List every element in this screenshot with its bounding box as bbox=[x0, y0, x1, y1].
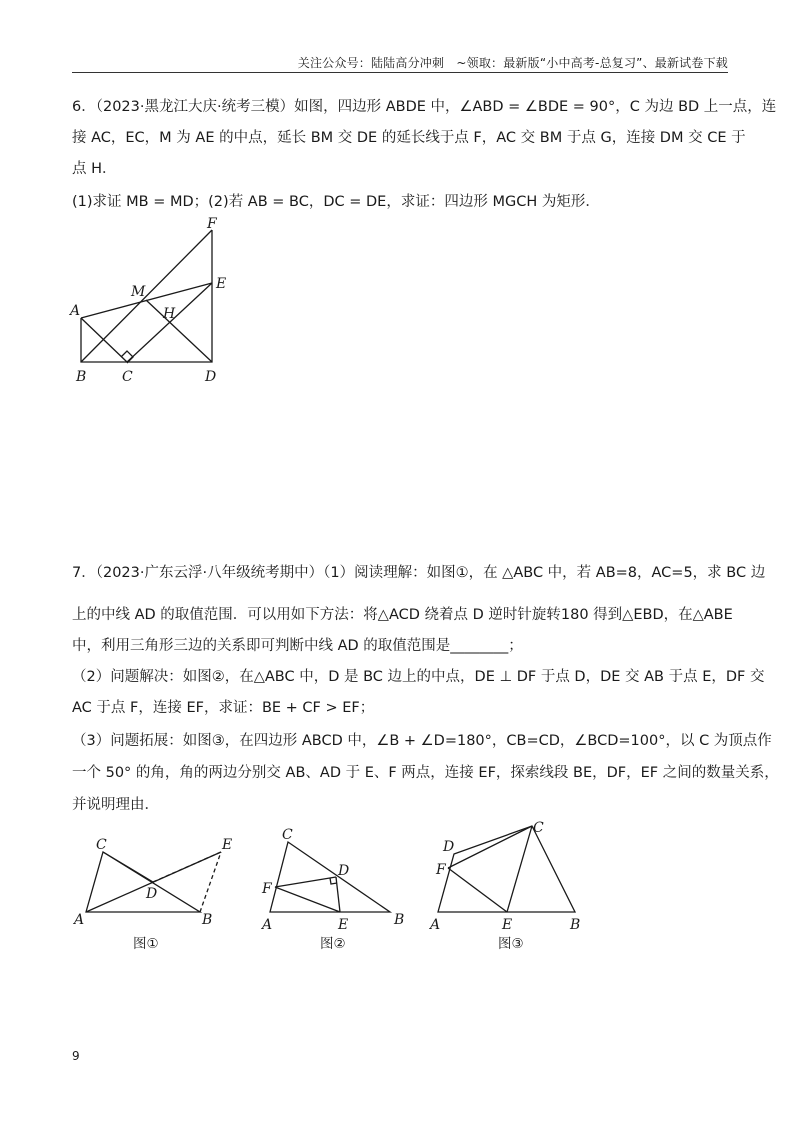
fig3-label-F: F bbox=[436, 862, 446, 878]
page-number: 9 bbox=[72, 1049, 80, 1063]
fig3-line-FC bbox=[448, 826, 532, 868]
fig1-dashed-BE bbox=[200, 852, 221, 912]
q7-line-4: （2）问题解决：如图②，在△ABC 中，D 是 BC 边上的中点，DE ⊥ DF 于点 D，DE 交 AB 于点 E，DF 交 bbox=[72, 669, 765, 685]
fig3-line-EC bbox=[507, 826, 532, 912]
q6-line-2: 接 AC，EC，M 为 AE 的中点，延长 BM 交 DE 的延长线于点 F，AC 交 BM 于点 G，连接 DM 交 CE 于 bbox=[72, 130, 746, 146]
q6-line-4: (1)求证 MB = MD；(2)若 AB = BC，DC = DE，求证：四边形 MGCH 为矩形． bbox=[72, 194, 600, 210]
fig3-label-A: A bbox=[430, 917, 441, 933]
q6-label-D: D bbox=[205, 369, 217, 385]
q6-label-A: A bbox=[70, 303, 81, 319]
q6-label-M: M bbox=[131, 284, 146, 300]
q7-line-8: 并说明理由． bbox=[72, 797, 159, 813]
q6-label-C: C bbox=[122, 369, 133, 385]
fig2-line-FE bbox=[275, 887, 340, 912]
fig3-label-E: E bbox=[502, 917, 513, 933]
fig2-label-F: F bbox=[262, 881, 272, 897]
fig2-label-A: A bbox=[262, 917, 273, 933]
page-header: 关注公众号：陆陆高分冲刺 ~领取：最新版“小中高考-总复习”、最新试卷下载 bbox=[297, 56, 728, 70]
fig1-label-E: E bbox=[222, 837, 233, 853]
fig1-line-CD bbox=[103, 852, 153, 882]
q6-label-F: F bbox=[207, 216, 217, 232]
fig2-label-E: E bbox=[338, 917, 349, 933]
fig1-label-C: C bbox=[96, 837, 107, 853]
fig2-label-C: C bbox=[282, 827, 293, 843]
fig1-label-A: A bbox=[74, 912, 85, 928]
q6-line-1: 6．（2023·黑龙江大庆·统考三模）如图，四边形 ABDE 中，∠ABD = ∠BDE = 90°，C 为边 BD 上一点，连 bbox=[72, 99, 777, 115]
q6-label-B: B bbox=[76, 369, 87, 385]
fig1-label-D: D bbox=[146, 886, 158, 902]
fig3-label-B: B bbox=[570, 917, 581, 933]
q7-line-5: AC 于点 F，连接 EF，求证：BE + CF > EF； bbox=[72, 700, 375, 716]
fig3-label-C: C bbox=[533, 820, 544, 836]
fig2-caption: 图② bbox=[320, 936, 346, 952]
q6-line-3: 点 H． bbox=[72, 161, 117, 177]
q7-line-7: 一个 50° 的角，角的两边分别交 AB、AD 于 E、F 两点，连接 EF，探索线段 BE，DF，EF 之间的数量关系， bbox=[72, 765, 779, 781]
fig3-label-D: D bbox=[443, 839, 455, 855]
fig2-line-DE bbox=[336, 877, 340, 912]
q7-line-2: 上的中线 AD 的取值范围．可以用如下方法：将△ACD 绕着点 D 逆时针旋转180 得到△EBD，在△ABE bbox=[72, 607, 733, 623]
fig1-caption: 图① bbox=[133, 936, 159, 952]
q7-line-6: （3）问题拓展：如图③，在四边形 ABCD 中，∠B + ∠D=180°，CB=CD，∠BCD=100°，以 C 为顶点作 bbox=[72, 733, 772, 749]
q6-label-E: E bbox=[216, 276, 227, 292]
fig2-label-B: B bbox=[394, 912, 405, 928]
fig1-label-B: B bbox=[202, 912, 213, 928]
fig2-triangle-ABC bbox=[270, 842, 390, 912]
q6-label-H: H bbox=[163, 306, 176, 322]
fig1-triangle-ABC bbox=[86, 852, 200, 912]
fig2-line-FD bbox=[275, 877, 336, 887]
q7-line-3: 中，利用三角形三边的关系即可判断中线 AD 的取值范围是________； bbox=[72, 638, 523, 654]
fig2-label-D: D bbox=[338, 863, 350, 879]
q7-line-1: 7．（2023·广东云浮·八年级统考期中）（1）阅读理解：如图①，在 △ABC 中，若 AB=8，AC=5，求 BC 边 bbox=[72, 565, 766, 581]
fig3-line-FE bbox=[448, 868, 507, 912]
fig3-caption: 图③ bbox=[498, 936, 524, 952]
